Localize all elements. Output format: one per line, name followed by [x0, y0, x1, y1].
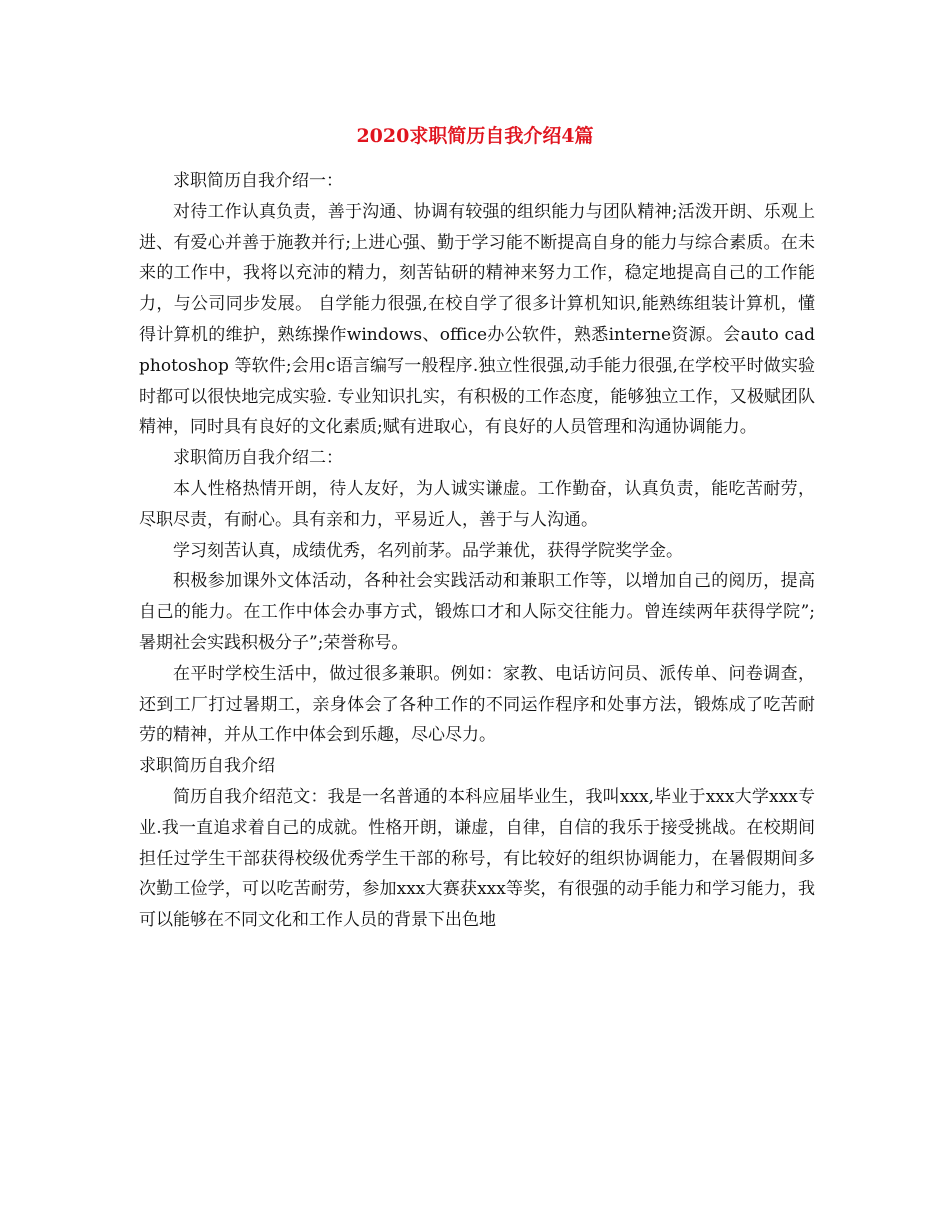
- paragraph: 在平时学校生活中，做过很多兼职。例如：家教、电话访问员、派传单、问卷调查，还到工厂打过暑期工，亲身体会了各种工作的不同运作程序和处事方法，锻炼成了吃苦耐劳的精神，并从工作中体会到乐趣，尽心尽力。: [139, 663, 815, 746]
- paragraph: 简历自我介绍范文：我是一名普通的本科应届毕业生，我叫xxx,毕业于xxx大学xxx专业.我一直追求着自己的成就。性格开朗，谦虚，自律，自信的我乐于接受挑战。在校期间担任过学生干部获得校级优秀学生干部的称号，有比较好的组织协调能力，在暑假期间多次勤工俭学，可以吃苦耐劳，参加xxx大赛获xxx等奖，有很强的动手能力和学习能力，我可以能够在不同文化和工作人员的背景下出色地: [139, 786, 815, 931]
- section-heading-3: 求职简历自我介绍: [139, 756, 275, 777]
- paragraph: 学习刻苦认真，成绩优秀，名列前茅。品学兼优，获得学院奖学金。: [173, 540, 683, 561]
- paragraph: 对待工作认真负责，善于沟通、协调有较强的组织能力与团队精神;活泼开朗、乐观上进、有爱心并善于施教并行;上进心强、勤于学习能不断提高自身的能力与综合素质。在未来的工作中，我将以充沛的精力，刻苦钻研的精神来努力工作，稳定地提高自己的工作能力，与公司同步发展。 自学能力很强,在校自学了很多计算机知识,能熟练组装计算机，懂得计算机的维护，熟练操作windows、office办公软件，熟悉interne资源。会auto cad photoshop 等软件;会用c语言编写一般程序.独立性很强,动手能力很强,在学校平时做实验时都可以很快地完成实验. 专业知识扎实，有积极的工作态度，能够独立工作，又极赋团队精神，同时具有良好的文化素质;赋有进取心，有良好的人员管理和沟通协调能力。: [139, 201, 815, 438]
- paragraph: 积极参加课外文体活动，各种社会实践活动和兼职工作等，以增加自己的阅历，提高自己的能力。在工作中体会办事方式，锻炼口才和人际交往能力。曾连续两年获得学院”;暑期社会实践积极分子”;荣誉称号。: [139, 571, 815, 653]
- document-body: [139, 166, 815, 936]
- section-heading-2: 求职简历自我介绍二：: [173, 448, 343, 469]
- document-title: 2020求职简历自我介绍4篇: [356, 125, 594, 147]
- paragraph: 本人性格热情开朗，待人友好，为人诚实谦虚。工作勤奋，认真负责，能吃苦耐劳，尽职尽责，有耐心。具有亲和力，平易近人，善于与人沟通。: [139, 478, 815, 530]
- section-heading-1: 求职简历自我介绍一：: [173, 171, 343, 191]
